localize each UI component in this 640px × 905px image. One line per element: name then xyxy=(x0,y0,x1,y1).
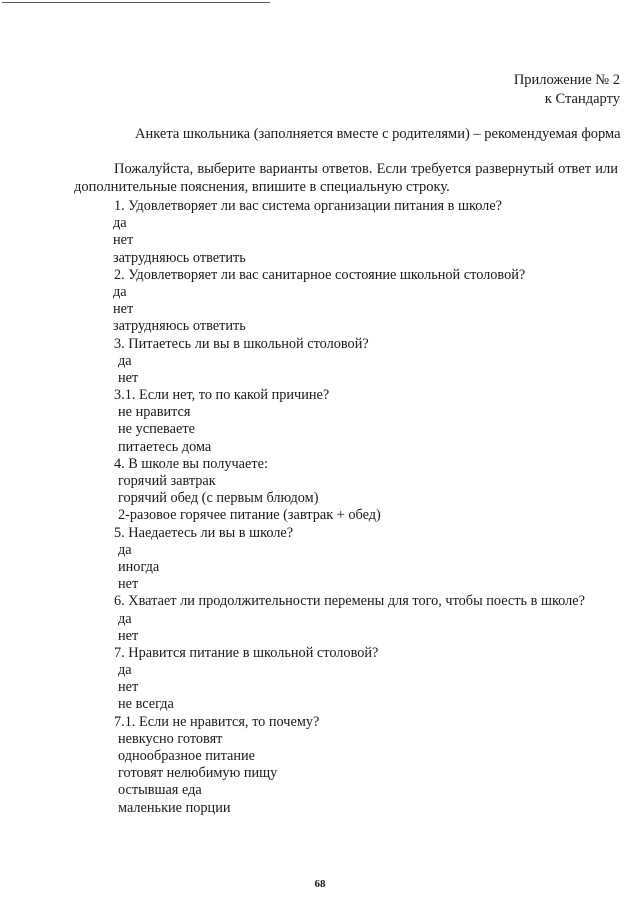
answer-option: не всегда xyxy=(118,696,174,713)
answer-option: маленькие порции xyxy=(118,799,231,816)
answer-option: однообразное питание xyxy=(118,748,255,764)
intro-paragraph: Пожалуйста, выберите варианты ответов. Если требуется развернутый ответ или дополнительные пояснения, впишите в специальную строку. xyxy=(74,161,618,195)
survey-body xyxy=(0,198,640,817)
answer-option: да xyxy=(113,283,127,300)
answer-option: не успеваете xyxy=(118,421,195,438)
appendix-reference: к Стандарту xyxy=(544,91,620,107)
answer-option: да xyxy=(113,215,127,232)
survey-question: 7.1. Если не нравится, то почему? xyxy=(114,713,320,730)
page-number: 68 xyxy=(314,878,326,890)
answer-option: готовят нелюбимую пищу xyxy=(118,765,278,782)
survey-question: 3.1. Если нет, то по какой причине? xyxy=(114,387,330,404)
survey-question: 1. Удовлетворяет ли вас система организации питания в школе? xyxy=(114,198,503,214)
appendix-number: Приложение № 2 xyxy=(513,72,620,88)
answer-option: нет xyxy=(113,232,134,249)
answer-option: горячий обед (с первым блюдом) xyxy=(118,490,319,507)
answer-option: да xyxy=(118,662,132,679)
form-title: Анкета школьника (заполняется вместе с родителями) – рекомендуемая форма xyxy=(135,126,621,142)
answer-option: не нравится xyxy=(118,404,191,421)
survey-question: 5. Наедаетесь ли вы в школе? xyxy=(114,524,294,541)
survey-question: 2. Удовлетворяет ли вас санитарное состояние школьной столовой? xyxy=(114,266,526,283)
answer-option: нет xyxy=(113,301,134,318)
survey-question: 4. В школе вы получаете: xyxy=(114,455,268,472)
appendix-header xyxy=(514,71,620,109)
answer-option: горячий завтрак xyxy=(118,473,216,489)
answer-option: затрудняюсь ответить xyxy=(113,318,246,335)
answer-option: нет xyxy=(118,369,139,386)
answer-option: затрудняюсь ответить xyxy=(113,249,246,266)
answer-option: нет xyxy=(118,627,139,644)
answer-option: иногда xyxy=(118,558,160,575)
answer-option: остывшая еда xyxy=(118,782,202,799)
survey-question: 7. Нравится питание в школьной столовой? xyxy=(114,644,379,661)
answer-option: невкусно готовят xyxy=(118,730,223,747)
answer-option: нет xyxy=(118,679,139,696)
survey-question: 3. Питаетесь ли вы в школьной столовой? xyxy=(114,335,369,352)
answer-option: да xyxy=(118,610,132,627)
answer-option: питаетесь дома xyxy=(118,438,212,455)
answer-option: нет xyxy=(118,576,139,593)
answer-option: да xyxy=(118,352,132,369)
top-rule xyxy=(2,2,270,3)
survey-question: 6. Хватает ли продолжительности перемены для того, чтобы поесть в школе? xyxy=(114,593,585,610)
answer-option: да xyxy=(118,541,132,558)
answer-option: 2-разовое горячее питание (завтрак + обед) xyxy=(118,507,381,524)
